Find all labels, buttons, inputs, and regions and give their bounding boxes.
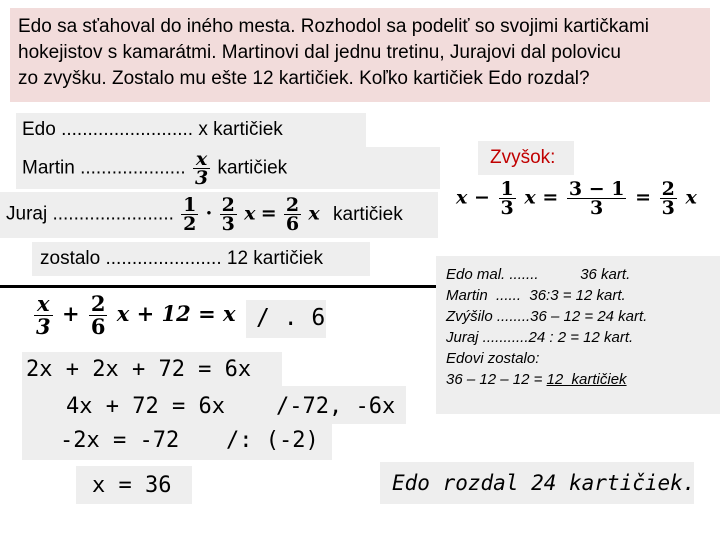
step-3-left: -2x = -72 <box>60 428 180 453</box>
martin-den: 3 <box>194 167 209 189</box>
check-line-2: Martin ...... 36:3 = 12 kart. <box>446 287 626 304</box>
check-line-6 <box>446 369 647 390</box>
martin-line <box>22 150 287 187</box>
juraj-label: Juraj ....................... <box>6 203 174 225</box>
juraj-x2: x <box>308 202 320 225</box>
juraj-frac-2-num: 2 <box>221 194 235 216</box>
juraj-frac-1 <box>181 196 198 233</box>
zvysok-frac-2-num: 3 − 1 <box>568 178 625 200</box>
step-2-right: /-72, -6x <box>276 394 396 419</box>
check-list <box>446 264 647 390</box>
juraj-frac-1-num: 1 <box>183 194 197 216</box>
juraj-unit: kartičiek <box>333 203 403 225</box>
zvysok-eq2: = <box>635 186 651 209</box>
zvysok-frac-1-num: 1 <box>500 178 514 200</box>
check-line-4: Juraj ...........24 : 2 = 12 kart. <box>446 329 634 346</box>
martin-unit: kartičiek <box>217 157 288 179</box>
eq-frac-1 <box>34 293 53 338</box>
edo-line: Edo ......................... x kartičiek <box>22 119 283 140</box>
task-line-3: zo zvyšku. Zostalo mu ešte 12 kartičiek. Koľko kartičiek Edo rozdal? <box>18 68 590 89</box>
juraj-frac-3 <box>284 196 301 233</box>
juraj-eq: = <box>260 202 277 225</box>
zvysok-frac-3-den: 3 <box>661 197 675 219</box>
juraj-frac-1-den: 2 <box>183 213 197 235</box>
step-3-right: /: (-2) <box>226 428 319 453</box>
zvysok-x3: x <box>685 186 697 209</box>
result: x = 36 <box>92 473 172 498</box>
martin-num: x <box>193 150 210 169</box>
divider-line <box>0 285 440 288</box>
martin-fraction <box>193 150 210 187</box>
zvysok-x2: x <box>524 186 536 209</box>
juraj-frac-2 <box>220 196 237 233</box>
juraj-frac-3-num: 2 <box>285 194 300 216</box>
check-line-3: Zvýšilo ........36 – 12 = 24 kart. <box>446 308 648 325</box>
juraj-line <box>6 196 403 233</box>
eq-frac-2-num: 2 <box>90 291 106 316</box>
zvysok-frac-1-den: 3 <box>500 197 514 219</box>
eq-frac-1-den: 3 <box>36 314 51 339</box>
zvysok-equation <box>456 180 697 217</box>
juraj-frac-2-den: 3 <box>221 213 235 235</box>
answer: Edo rozdal 24 kartičiek. <box>392 471 696 495</box>
step-1: 2x + 2x + 72 = 6x <box>26 357 252 382</box>
check-line-6-text: 36 – 12 – 12 = <box>446 371 547 388</box>
check-line-6-underlined: 12 kartičiek <box>546 371 627 388</box>
zvysok-frac-3 <box>660 180 677 217</box>
martin-label: Martin .................... <box>22 157 186 179</box>
multiplier: / . 6 <box>256 305 326 331</box>
juraj-dot: · <box>205 202 213 225</box>
zvysok-label: Zvyšok: <box>490 147 556 168</box>
juraj-frac-3-den: 6 <box>285 213 300 235</box>
check-line-1: Edo mal. ....... 36 kart. <box>446 266 631 283</box>
eq-frac-2-den: 6 <box>90 314 106 339</box>
step-2-left: 4x + 72 = 6x <box>66 394 225 419</box>
check-line-5: Edovi zostalo: <box>446 350 540 367</box>
eq-frac-2 <box>89 293 108 338</box>
zvysok-x: x <box>456 186 468 209</box>
eq-frac-1-num: x <box>34 293 53 316</box>
zvysok-frac-2-den: 3 <box>590 197 604 219</box>
zvysok-frac-3-num: 2 <box>661 178 675 200</box>
task-line-1: Edo sa sťahoval do iného mesta. Rozhodol sa podeliť so svojimi kartičkami <box>18 16 650 37</box>
eq-plus: + <box>61 301 80 326</box>
zvysok-eq: = <box>542 186 559 209</box>
task-text <box>10 8 710 102</box>
eq-rest: x + 12 = x <box>116 301 236 326</box>
juraj-x: x <box>244 202 256 225</box>
zostalo-line: zostalo ...................... 12 kartičiek <box>40 248 323 269</box>
zvysok-frac-1 <box>499 180 516 217</box>
zvysok-frac-2 <box>567 180 627 217</box>
task-line-2: hokejistov s kamarátmi. Martinovi dal jednu tretinu, Jurajovi dal polovicu <box>18 42 621 63</box>
main-equation <box>32 293 236 338</box>
zvysok-minus: − <box>473 186 490 209</box>
